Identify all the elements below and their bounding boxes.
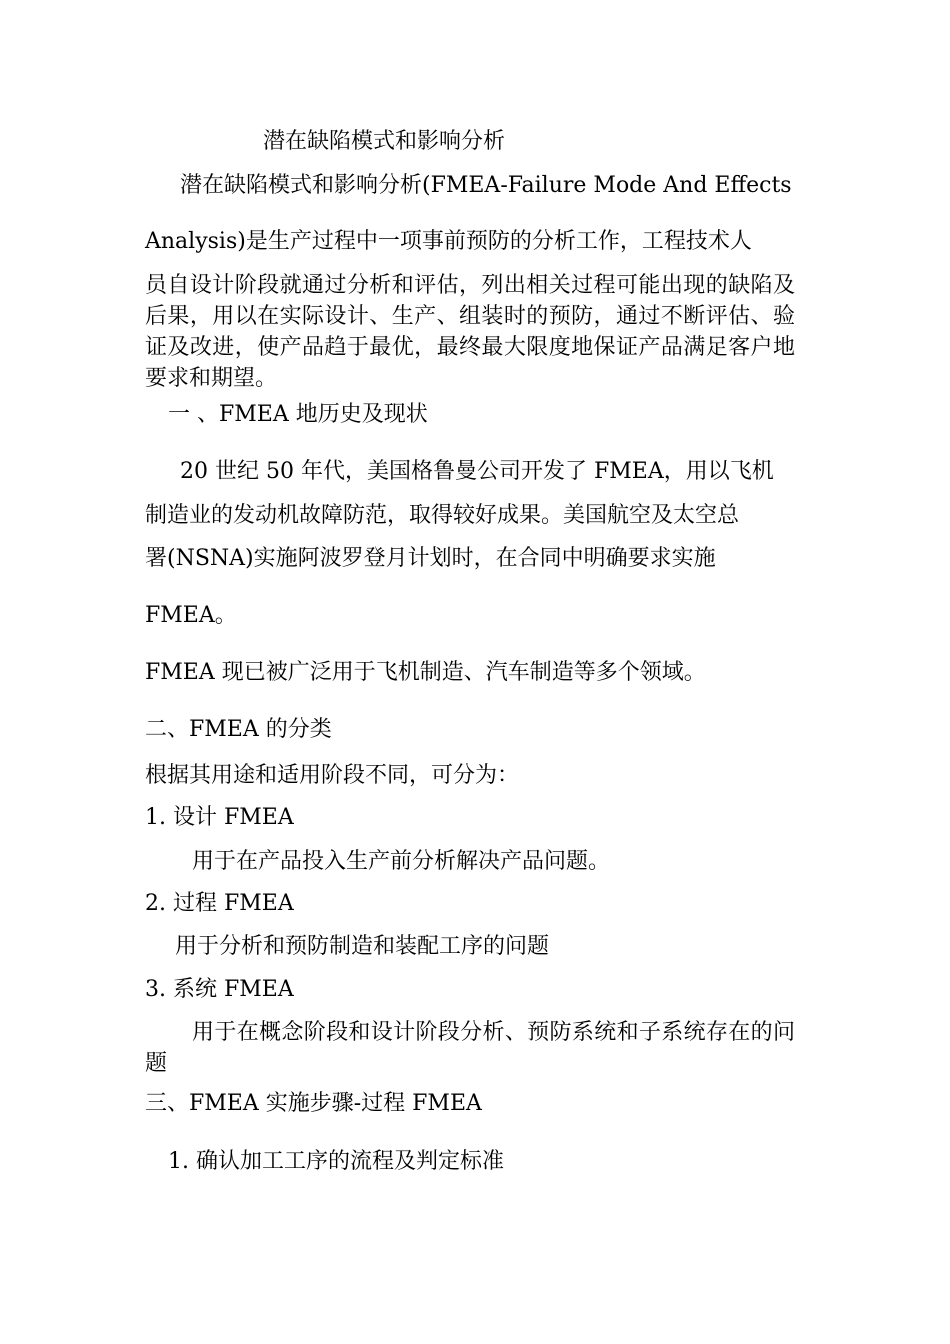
intro-line-2: Analysis)是生产过程中一项事前预防的分析工作，工程技术人 xyxy=(145,229,752,254)
section-2-heading: 二、FMEA 的分类 xyxy=(145,717,332,742)
list-item-3-description: 用于在概念阶段和设计阶段分析、预防系统和子系统存在的问题 xyxy=(145,1020,795,1076)
section-1-paragraph-line-4: FMEA。 xyxy=(145,603,237,628)
section-3-step-1: 1. 确认加工工序的流程及判定标准 xyxy=(168,1149,504,1174)
section-1-paragraph-line-1: 20 世纪 50 年代，美国格鲁曼公司开发了 FMEA，用以飞机 xyxy=(180,459,774,484)
list-item-1-description: 用于在产品投入生产前分析解决产品问题。 xyxy=(192,849,611,874)
section-1-paragraph-line-2: 制造业的发动机故障防范，取得较好成果。美国航空及太空总 xyxy=(145,503,740,528)
list-item-3-title: 3. 系统 FMEA xyxy=(145,977,294,1002)
list-item-2-title: 2. 过程 FMEA xyxy=(145,891,294,916)
section-1-heading: 一 、FMEA 地历史及现状 xyxy=(168,402,428,427)
list-item-2-description: 用于分析和预防制造和装配工序的问题 xyxy=(175,934,550,959)
section-2-intro: 根据其用途和适用阶段不同，可分为： xyxy=(145,763,520,788)
intro-line-1: 潜在缺陷模式和影响分析(FMEA-Failure Mode And Effects xyxy=(180,173,792,198)
section-3-heading: 三、FMEA 实施步骤-过程 FMEA xyxy=(145,1091,482,1116)
list-item-1-title: 1. 设计 FMEA xyxy=(145,805,294,830)
document-title: 潜在缺陷模式和影响分析 xyxy=(263,129,506,154)
section-1-paragraph-line-3: 署(NSNA)实施阿波罗登月计划时，在合同中明确要求实施 xyxy=(145,546,716,571)
section-1-paragraph-2: FMEA 现已被广泛用于飞机制造、汽车制造等多个领域。 xyxy=(145,660,706,685)
intro-paragraph: 员自设计阶段就通过分析和评估，列出相关过程可能出现的缺陷及后果，用以在实际设计、生产、组装时的预防，通过不断评估、验证及改进，使产品趋于最优，最终最大限度地保证产品满足客户地要求和期望。 xyxy=(145,273,795,391)
